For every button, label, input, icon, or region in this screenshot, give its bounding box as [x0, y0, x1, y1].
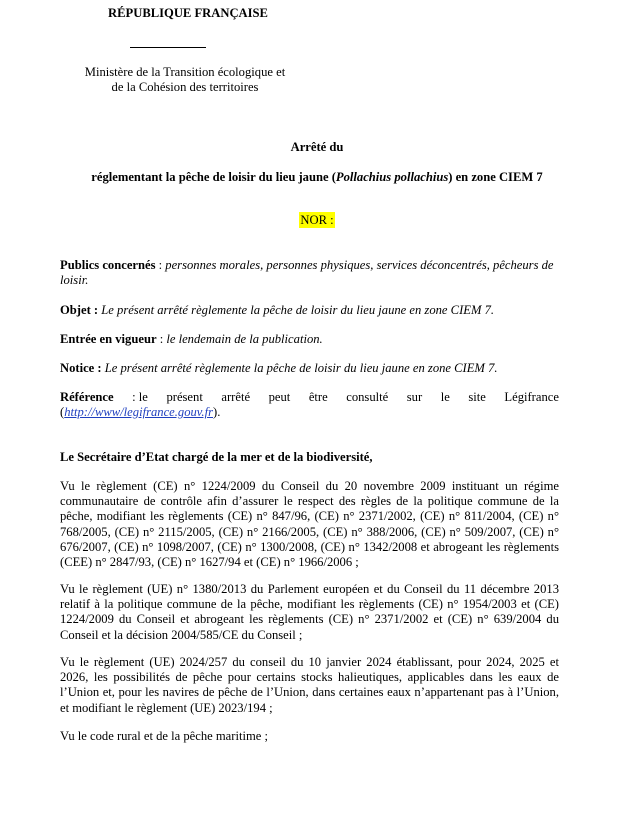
reference-label: Référence	[60, 390, 114, 404]
entree-sep: :	[156, 332, 167, 346]
republic-heading: RÉPUBLIQUE FRANÇAISE	[108, 6, 268, 20]
reference-word: : le	[132, 390, 148, 404]
ministry-line-2: de la Cohésion des territoires	[111, 80, 259, 95]
notice	[60, 361, 559, 376]
objet-value: Le présent arrêté règlemente la pêche de loisir du lieu jaune en zone CIEM 7.	[98, 303, 495, 317]
legifrance-link[interactable]: http://www/legifrance.gouv.fr	[64, 405, 213, 420]
entree-value: le lendemain de la publication.	[166, 332, 323, 346]
publics-sep: :	[155, 258, 166, 272]
publics-value: personnes morales, personnes physiques, services déconcentrés, pêcheurs de loisir.	[60, 258, 554, 288]
notice-value: Le présent arrêté règlemente la pêche de loisir du lieu jaune en zone CIEM 7.	[101, 361, 498, 375]
reference-word: consulté	[346, 390, 389, 404]
nor-line	[0, 213, 634, 228]
ministry-line-1: Ministère de la Transition écologique et	[84, 65, 286, 79]
reference-word: sur	[406, 390, 423, 404]
reference-line-1	[60, 390, 559, 405]
decree-subject-prefix: réglementant la pêche de loisir du lieu jaune (	[91, 170, 336, 184]
reference-word: site	[468, 390, 486, 404]
decree-title: Arrêté du	[290, 140, 344, 154]
notice-label: Notice :	[60, 361, 102, 375]
header-divider	[130, 47, 206, 48]
reference-word: présent	[166, 390, 203, 404]
reference-word: arrêté	[221, 390, 251, 404]
reference-word: peut	[268, 390, 291, 404]
entree-en-vigueur	[60, 332, 559, 347]
objet	[60, 303, 559, 318]
ministry-name	[60, 65, 310, 95]
vu-paragraph-1: Vu le règlement (CE) n° 1224/2009 du Conseil du 20 novembre 2009 instituant un régime communautaire de contrôle afin d’assurer le respect des règles de la politique commune de la pêche, modifiant les règlements (CE) n° 847/96, (CE) n° 2371/2002, (CE) n° 811/2004, (CE) n° 768/2005, (CE) n° 2115/2005, (CE) n° 2166/2005, (CE) n° 388/2006, (CE) n° 509/2007, (CE) n° 676/2007, (CE) n° 1098/2007, (CE) n° 1300/2008, (CE) n° 1342/2008 et abrogeant les règlements (CEE) n° 2847/93, (CE) n° 1627/94 et (CE) n° 1966/2006 ;	[60, 479, 559, 570]
reference-word: le	[440, 390, 450, 404]
vu-paragraph-4: Vu le code rural et de la pêche maritime ;	[60, 729, 268, 743]
reference-word: être	[308, 390, 328, 404]
reference-line-2	[60, 405, 559, 420]
authority-line: Le Secrétaire d’Etat chargé de la mer et de la biodiversité,	[60, 450, 373, 464]
species-name: Pollachius pollachius	[335, 170, 449, 184]
decree-subject	[0, 170, 634, 185]
publics-label: Publics concernés	[60, 258, 156, 272]
decree-subject-suffix: ) en zone CIEM 7	[448, 170, 543, 184]
reference-link-close: ).	[213, 405, 221, 420]
reference	[60, 390, 559, 420]
entree-label: Entrée en vigueur	[60, 332, 157, 346]
vu-paragraph-3: Vu le règlement (UE) 2024/257 du conseil du 10 janvier 2024 établissant, pour 2024, 2025 et 2026, les possibilités de pêche pour certains stocks halieutiques, applicables dans les eaux de l’Union et, pour les navires de pêche de l’Union, dans certaines eaux n’appartenant pas à l’Union, et modifiant le règlement (UE) 2023/194 ;	[60, 655, 559, 715]
nor-highlight: NOR :	[300, 213, 334, 227]
publics-concernes	[60, 258, 559, 288]
reference-word: Légifrance	[504, 390, 559, 404]
objet-label: Objet :	[60, 303, 99, 317]
reference-link-open: (	[60, 405, 65, 420]
vu-paragraph-2: Vu le règlement (UE) n° 1380/2013 du Parlement européen et du Conseil du 11 décembre 2013 relatif à la politique commune de la pêche, modifiant les règlements (CE) n° 1954/2003 et (CE) 1224/2009 du Conseil et abrogeant les règlements (CE) n° 2371/2002 et (CE) n° 639/2004 du Conseil et la décision 2004/585/CE du Conseil ;	[60, 582, 559, 642]
